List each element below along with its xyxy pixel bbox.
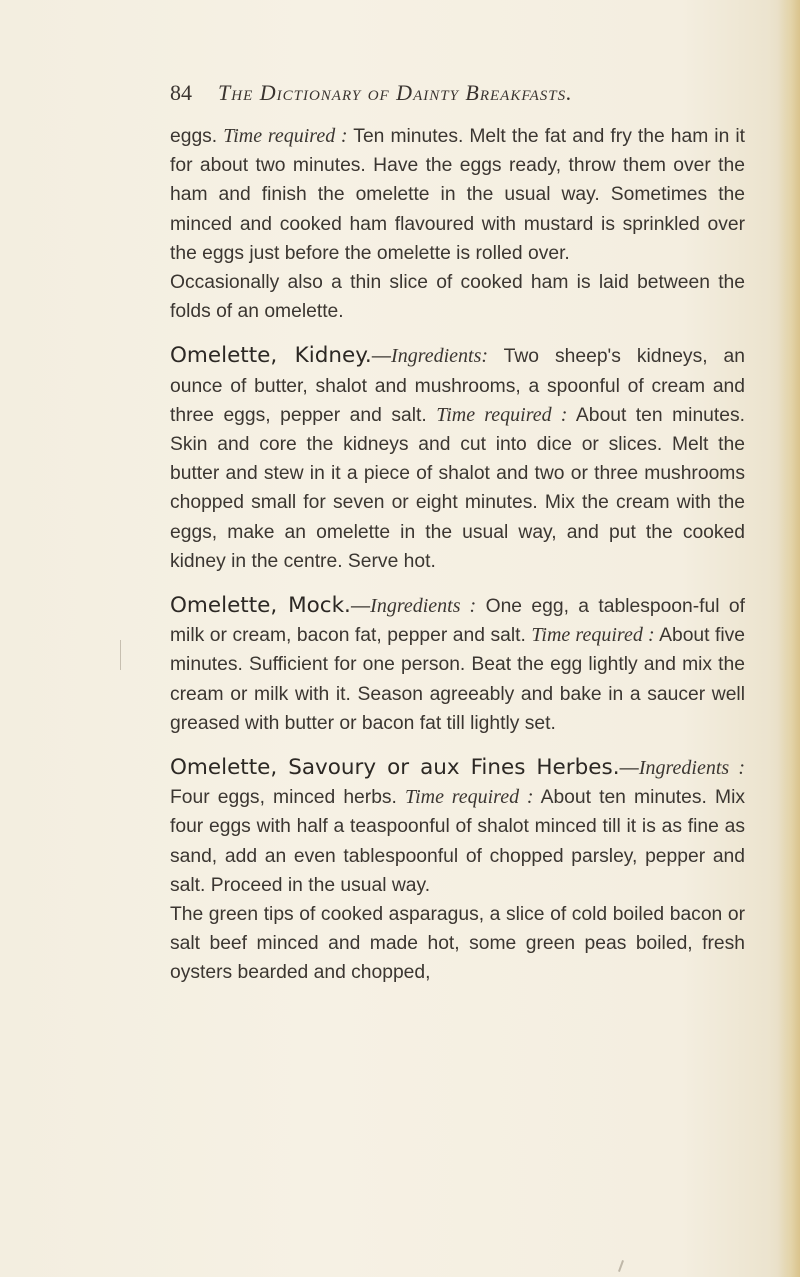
entry-omelette-mock (170, 591, 745, 738)
paragraph-savoury-variations (170, 900, 745, 988)
text-run: Two sheep's kidneys, an ounce of butter, shalot and mushrooms, a spoonful of cream and three eggs, pepper and salt. (170, 346, 745, 426)
dash: — (350, 596, 371, 618)
text-run: One egg, a tablespoon-ful of milk or cream, bacon fat, pepper and salt. (170, 596, 745, 647)
entry-omelette-kidney (170, 341, 745, 576)
italic-label: Time required : (531, 624, 655, 647)
entry-heading: Omelette, Mock. (170, 593, 351, 619)
dash: — (371, 346, 392, 368)
page-edge-shading (778, 0, 800, 1277)
text-run: Four eggs, minced herbs. (170, 787, 406, 809)
text-run: eggs. (170, 126, 224, 147)
italic-label: Ingredients : (370, 595, 477, 618)
page-speck (618, 1260, 624, 1272)
italic-label: Time required : (223, 125, 348, 147)
entry-heading: Omelette, Savoury or aux Fines Herbes. (170, 755, 620, 781)
text-run: Occasionally also a thin slice of cooked ham is laid between the folds of an omelette. (170, 272, 745, 323)
entry-heading: Omelette, Kidney. (170, 343, 372, 369)
italic-label: Time required : (405, 786, 534, 809)
text-run: Ten minutes. Melt the fat and fry the ham in it for about two minutes. Have the eggs ready, throw them over the ham and finish the omelette in the usual way. Sometimes the minced and cooked ham flavoured with mustard is sprinkled over the eggs just before the omelette is rolled over. (170, 126, 746, 264)
italic-label: Time required : (436, 403, 568, 426)
italic-label: Ingredients: (391, 345, 489, 368)
italic-label: Ingredients : (638, 757, 745, 780)
running-title: The Dictionary of Dainty Breakfasts. (218, 80, 573, 105)
text-run: About ten minutes. Mix four eggs with half a teaspoonful of shalot minced till it is as fine as sand, add an even tablespoonful of chopped parsley, pepper and salt. Proceed in the usual way. (170, 787, 745, 896)
dash: — (619, 758, 639, 780)
text-run: About five minutes. Sufficient for one person. Beat the egg lightly and mix the cream or milk with it. Season agreeably and bake in a saucer well greased with butter or bacon fat till lightly set. (170, 625, 746, 734)
paragraph-ham-slice-note (170, 268, 745, 326)
text-run: The green tips of cooked asparagus, a slice of cold boiled bacon or salt beef minced and made hot, some green peas boiled, fresh oysters bearded and chopped, (170, 904, 745, 984)
margin-mark (120, 640, 121, 670)
text-run: About ten minutes. Skin and core the kidneys and cut into dice or slices. Melt the butter and stew in it a piece of shalot and two or three mushrooms chopped small for seven or eight minutes. Mix the cream with the eggs, make an omelette in the usual way, and put the cooked kidney in the centre. Serve hot. (170, 404, 745, 572)
page-header (170, 80, 770, 110)
page-body (170, 122, 745, 988)
entry-omelette-savoury (170, 753, 745, 900)
paragraph-ham-omelette-continued (170, 122, 745, 268)
page-number: 84 (170, 80, 192, 105)
